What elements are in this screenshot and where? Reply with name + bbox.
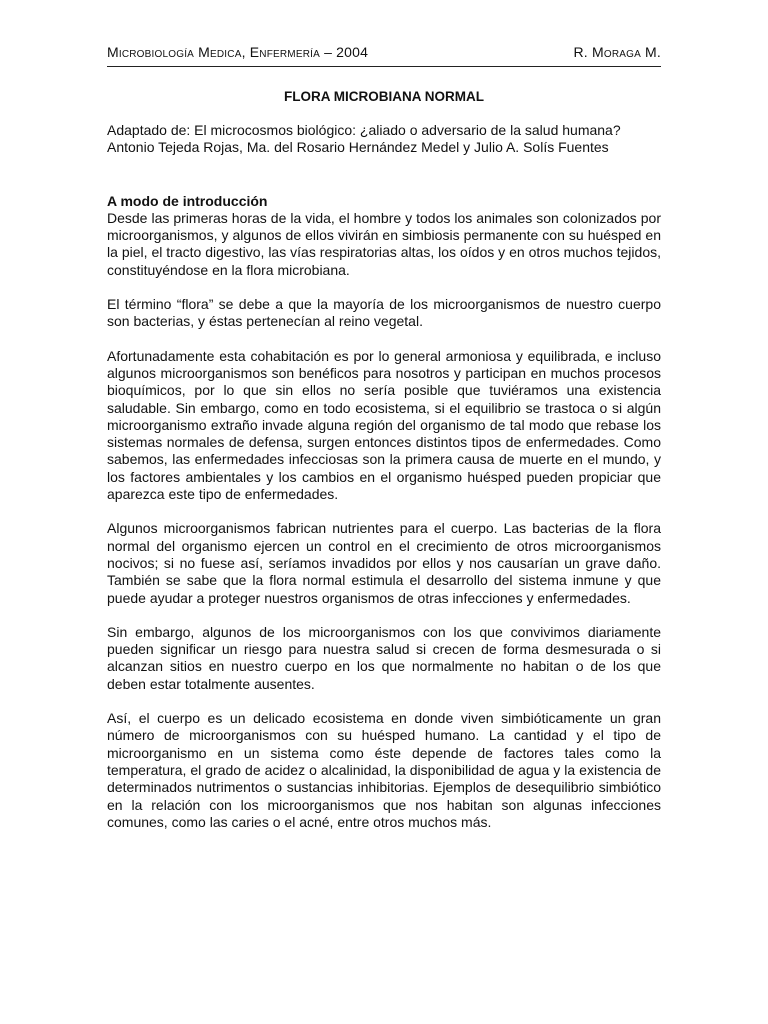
source-authors: Antonio Tejeda Rojas, Ma. del Rosario Hernández Medel y Julio A. Solís Fuentes — [107, 139, 609, 156]
section-heading: A modo de introducción — [107, 192, 268, 209]
paragraph: Así, el cuerpo es un delicado ecosistema en donde viven simbióticamente un gran número de microorganismos con su huésped humano. La cantidad y el tipo de microorganismo en un sistema como éste depende de factores tales como la temperatura, el grado de acidez o alcalinidad, la disponibilidad de agua y la existencia de determinados nutrimentos o sustancias inhibitorias. Ejemplos de desequilibrio simbiótico en la relación con los microorganismos que nos habitan son algunas infecciones comunes, como las caries o el acné, entre otros muchos más. — [107, 710, 661, 830]
source-citation: Adaptado de: El microcosmos biológico: ¿aliado o adversario de la salud humana? — [107, 122, 621, 138]
paragraph: Sin embargo, algunos de los microorganismos con los que convivimos diariamente pueden significar un riesgo para nuestra salud si crecen de forma desmesurada o si alcanzan sitios en nuestro cuerpo en los que normalmente no habitan o de los que deben estar totalmente ausentes. — [107, 623, 661, 692]
paragraph: Algunos microorganismos fabrican nutrientes para el cuerpo. Las bacterias de la flora normal del organismo ejercen un control en el crecimiento de otros microorganismos nocivos; si no fuese así, seríamos invadidos por ellos y nos causarían un grave daño. También se sabe que la flora normal estimula el desarrollo del sistema inmune y que puede ayudar a proteger nuestros organismos de otras infecciones y enfermedades. — [107, 520, 661, 606]
paragraph: Desde las primeras horas de la vida, el hombre y todos los animales son colonizados por microorganismos, y algunos de ellos vivirán en simbiosis permanente con su huésped en la piel, el tracto digestivo, las vías respiratorias altas, los oídos y en otros muchos tejidos, constituyéndose en la flora microbiana. — [107, 209, 661, 278]
document-page — [107, 44, 661, 831]
header-course-label: Microbiología Medica, Enfermería – 2004 — [107, 44, 369, 60]
paragraph: El término “flora” se debe a que la mayoría de los microorganismos de nuestro cuerpo son bacterias, y éstas pertenecían al reino vegetal. — [107, 296, 661, 330]
header-author-label: R. Moraga M. — [573, 44, 661, 60]
running-header — [107, 44, 661, 67]
paragraph: Afortunadamente esta cohabitación es por lo general armoniosa y equilibrada, e incluso algunos microorganismos son benéficos para nosotros y participan en muchos procesos bioquímicos, por lo que sin ellos no sería posible que tuviéramos una existencia saludable. Sin embargo, como en todo ecosistema, si el equilibrio se trastoca o si algún microorganismo extraño invade alguna región del organismo de tal modo que rebase los sistemas normales de defensa, surgen entonces distintos tipos de enfermedades. Como sabemos, las enfermedades infecciosas son la primera causa de muerte en el mundo, y los factores ambientales y los cambios en el organismo huésped pueden propiciar que aparezca este tipo de enfermedades. — [107, 347, 661, 503]
document-title: FLORA MICROBIANA NORMAL — [284, 89, 484, 104]
